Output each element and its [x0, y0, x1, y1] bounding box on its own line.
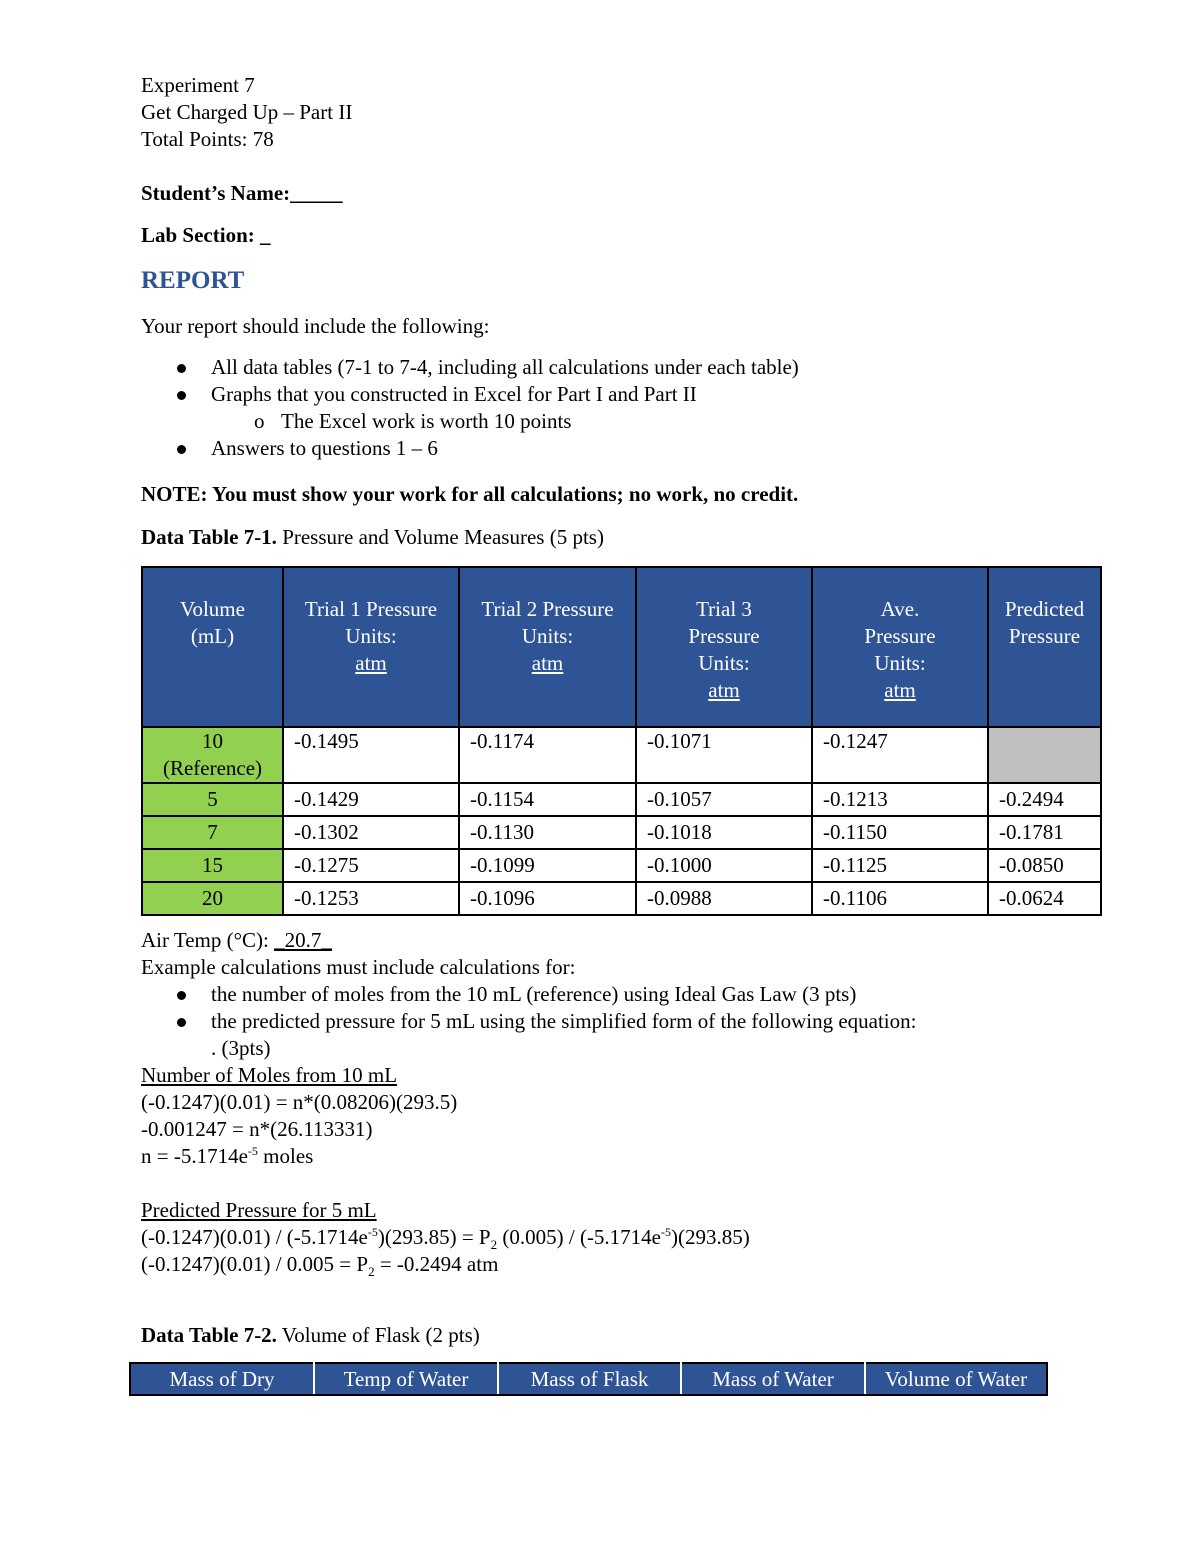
trial1-cell: -0.1275: [283, 849, 459, 882]
lab-section-label: Lab Section: _: [141, 223, 271, 247]
data-table-7-2: [129, 1362, 1048, 1396]
table2-caption-text: Volume of Flask (2 pts): [276, 1323, 480, 1347]
calc-line: (-0.1247)(0.01) = n*(0.08206)(293.5): [141, 1090, 458, 1114]
header-trial1-pressure: Trial 1 Pressure Units: atm: [283, 567, 459, 727]
list-item: Graphs that you constructed in Excel for Part I and Part II: [141, 381, 799, 408]
table-row: [142, 783, 1101, 816]
volume-cell: 20: [142, 882, 283, 915]
list-item: Answers to questions 1 – 6: [141, 435, 799, 462]
table-row: [142, 727, 1101, 783]
trial1-cell: -0.1302: [283, 816, 459, 849]
trial3-cell: -0.1018: [636, 816, 812, 849]
predicted-cell: -0.2494: [988, 783, 1101, 816]
volume-cell: 10 (Reference): [142, 727, 283, 783]
table2-caption-bold: Data Table 7-2.: [141, 1323, 277, 1347]
experiment-title: Experiment 7: [141, 73, 255, 97]
pred-calc-title: Predicted Pressure for 5 mL: [141, 1198, 377, 1222]
table-row: [142, 849, 1101, 882]
ave-cell: -0.1106: [812, 882, 988, 915]
header-mass-of-water: Mass of Water: [681, 1363, 865, 1395]
report-heading: REPORT: [141, 267, 245, 294]
air-temp-line: [141, 927, 575, 954]
moles-calculation: [141, 1062, 457, 1170]
table-header-row: [130, 1363, 1047, 1395]
table-row: [142, 882, 1101, 915]
ave-cell: -0.1125: [812, 849, 988, 882]
list-item: the number of moles from the 10 mL (reference) using Ideal Gas Law (3 pts): [141, 981, 916, 1008]
student-name-label: Student’s Name:_____: [141, 181, 343, 205]
trial2-cell: -0.1174: [459, 727, 636, 783]
trial1-cell: -0.1495: [283, 727, 459, 783]
predicted-cell: -0.0624: [988, 882, 1101, 915]
ave-cell: -0.1247: [812, 727, 988, 783]
header-temp-of-water: Temp of Water: [314, 1363, 498, 1395]
predicted-cell-empty: [988, 727, 1101, 783]
trial3-cell: -0.1000: [636, 849, 812, 882]
table1-caption: [141, 524, 604, 551]
table-header-row: [142, 567, 1101, 727]
predicted-cell: -0.1781: [988, 816, 1101, 849]
volume-cell: 7: [142, 816, 283, 849]
air-temp-label: Air Temp (°C):: [141, 928, 275, 952]
header-volume-of-water: Volume of Water: [865, 1363, 1047, 1395]
ave-cell: -0.1213: [812, 783, 988, 816]
trial1-cell: -0.1429: [283, 783, 459, 816]
trial3-cell: -0.1057: [636, 783, 812, 816]
list-item: All data tables (7-1 to 7-4, including all calculations under each table): [141, 354, 799, 381]
list-item-sub: o The Excel work is worth 10 points: [141, 408, 799, 435]
table2-caption: [141, 1322, 480, 1349]
volume-cell: 5: [142, 783, 283, 816]
trial2-cell: -0.1154: [459, 783, 636, 816]
report-intro: Your report should include the following:: [141, 314, 490, 338]
header-volume: Volume (mL): [142, 567, 283, 727]
calc-line: $(-0.1247)(0.01) / (-5.1714e^{-5})(293.85) = P_2$ $(0.005) / (-5.1714e^{-5})(293.85)$: [141, 1225, 750, 1253]
table1-caption-bold: Data Table 7-1.: [141, 525, 277, 549]
header-mass-of-flask: Mass of Flask: [498, 1363, 681, 1395]
trial3-cell: -0.1071: [636, 727, 812, 783]
calc-line: $(-0.1247)(0.01) / 0.005 = P_2 = -0.2494$ atm: [141, 1252, 499, 1280]
table-row: [142, 816, 1101, 849]
header-ave-pressure: Ave. Pressure Units: atm: [812, 567, 988, 727]
predicted-cell: -0.0850: [988, 849, 1101, 882]
total-points: Total Points: 78: [141, 127, 274, 151]
note-text: NOTE: You must show your work for all calculations; no work, no credit.: [141, 482, 799, 506]
data-table-7-1: [141, 566, 1102, 916]
header-mass-of-dry: Mass of Dry: [130, 1363, 314, 1395]
example-intro: Example calculations must include calculations for:: [141, 955, 576, 979]
moles-calc-title: Number of Moles from 10 mL: [141, 1063, 398, 1087]
air-temp-value: _20.7_: [274, 928, 332, 952]
header-trial3-pressure: Trial 3 Pressure Units: atm: [636, 567, 812, 727]
example-continuation: . (3pts): [211, 1036, 271, 1060]
header-trial2-pressure: Trial 2 Pressure Units: atm: [459, 567, 636, 727]
report-bullet-list: [141, 354, 799, 462]
table1-caption-text: Pressure and Volume Measures (5 pts): [276, 525, 604, 549]
example-bullet-list: [141, 981, 916, 1035]
trial3-cell: -0.0988: [636, 882, 812, 915]
list-item: the predicted pressure for 5 mL using the simplified form of the following equation:: [141, 1008, 916, 1035]
calc-line: -0.001247 = n*(26.113331): [141, 1117, 373, 1141]
header-predicted-pressure: Predicted Pressure: [988, 567, 1101, 727]
trial1-cell: -0.1253: [283, 882, 459, 915]
volume-cell: 15: [142, 849, 283, 882]
trial2-cell: -0.1096: [459, 882, 636, 915]
trial2-cell: -0.1130: [459, 816, 636, 849]
after-table-text: [141, 927, 575, 981]
trial2-cell: -0.1099: [459, 849, 636, 882]
ave-cell: -0.1150: [812, 816, 988, 849]
calc-line: $n = -5.1714e^{-5}$ moles: [141, 1144, 314, 1168]
experiment-subtitle: Get Charged Up – Part II: [141, 100, 353, 124]
predicted-pressure-calculation: [141, 1197, 750, 1278]
document-header: [141, 72, 352, 153]
